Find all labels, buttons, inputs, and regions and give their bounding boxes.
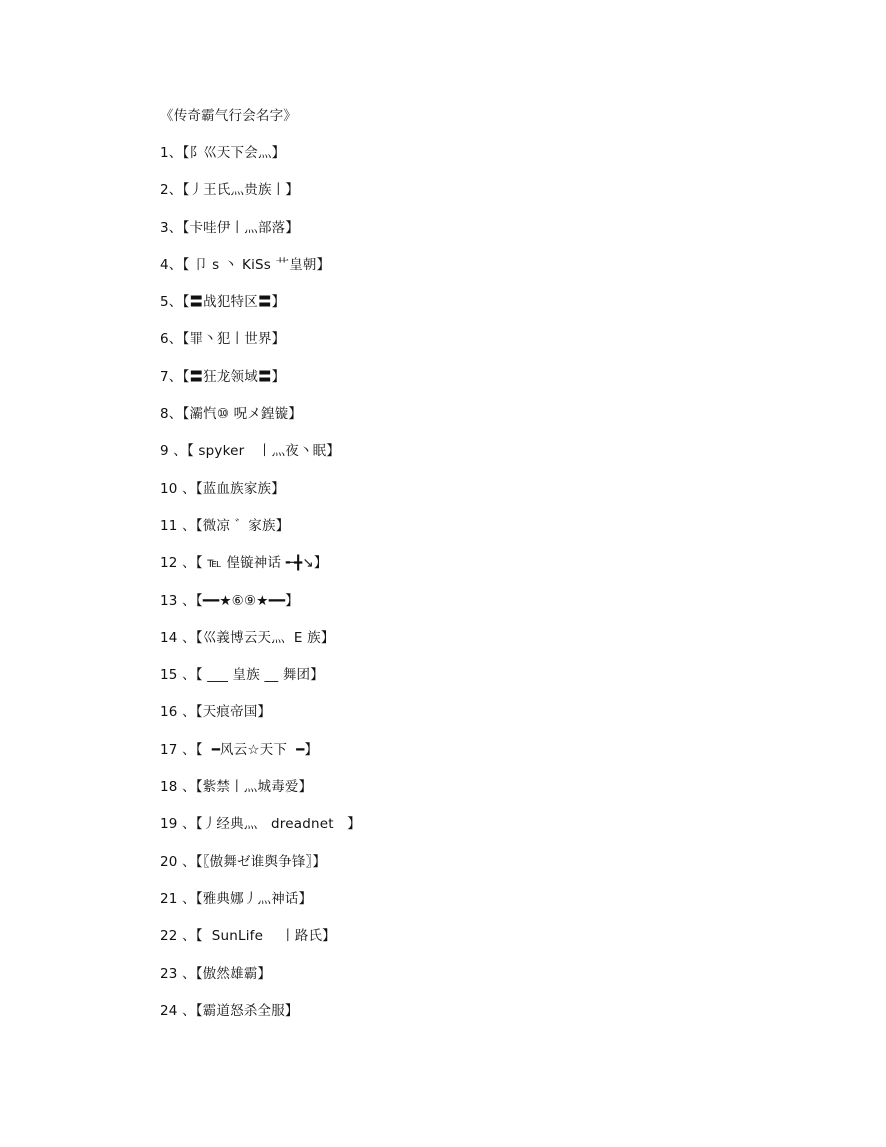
list-item: 3、【卡哇伊丨灬部落】 <box>160 219 300 236</box>
list-item: 13 、【━━★⑥⑨★━━】 <box>160 592 299 609</box>
list-item: 2、【丿王氏灬贵族丨】 <box>160 182 300 199</box>
list-item: 12 、【 ℡ 偟镟神话 ╾╋↘】 <box>160 555 328 572</box>
list-item: 14 、【巛義博云天灬 E 族】 <box>160 629 335 646</box>
list-item: 16 、【天痕帝国】 <box>160 704 272 721</box>
list-item: 15 、【 ___ 皇族 __ 舞团】 <box>160 667 324 684</box>
list-item: 11 、【微凉 ゛家族】 <box>160 517 290 534</box>
guild-name-list <box>160 143 361 1038</box>
list-item: 8、【灞忾⑩ 呪メ鍠镟】 <box>160 406 303 423</box>
list-item: 23 、【傲然雄霸】 <box>160 965 272 982</box>
list-item: 21 、【雅典娜丿灬神话】 <box>160 890 313 907</box>
list-item: 22 、【 SunLife 丨路氏】 <box>160 928 336 945</box>
list-item: 10 、【蓝血族家族】 <box>160 480 285 497</box>
list-item: 24 、【霸道怒杀全服】 <box>160 1002 299 1019</box>
list-item: 9 、【 spyker 丨灬夜丶眠】 <box>160 443 341 460</box>
list-item: 17 、【 ━风云☆天下 ━】 <box>160 741 319 758</box>
list-item: 5、【〓战犯特区〓】 <box>160 294 286 311</box>
list-item: 4、【 卩 s 丶 KiSs 艹皇朝】 <box>160 256 331 273</box>
document-title: 《传奇霸气行会名字》 <box>160 108 297 124</box>
list-item: 20 、【〖傲舞ゼ谁舆争锋〗】 <box>160 853 327 870</box>
list-item: 19 、【丿经典灬 dreadnet 】 <box>160 816 361 833</box>
list-item: 6、【罪丶犯丨世界】 <box>160 331 286 348</box>
list-item: 1、【阝巛天下会灬】 <box>160 145 286 161</box>
list-item: 7、【〓狂龙领域〓】 <box>160 368 286 385</box>
list-item: 18 、【紫禁丨灬城毒爱】 <box>160 779 313 796</box>
